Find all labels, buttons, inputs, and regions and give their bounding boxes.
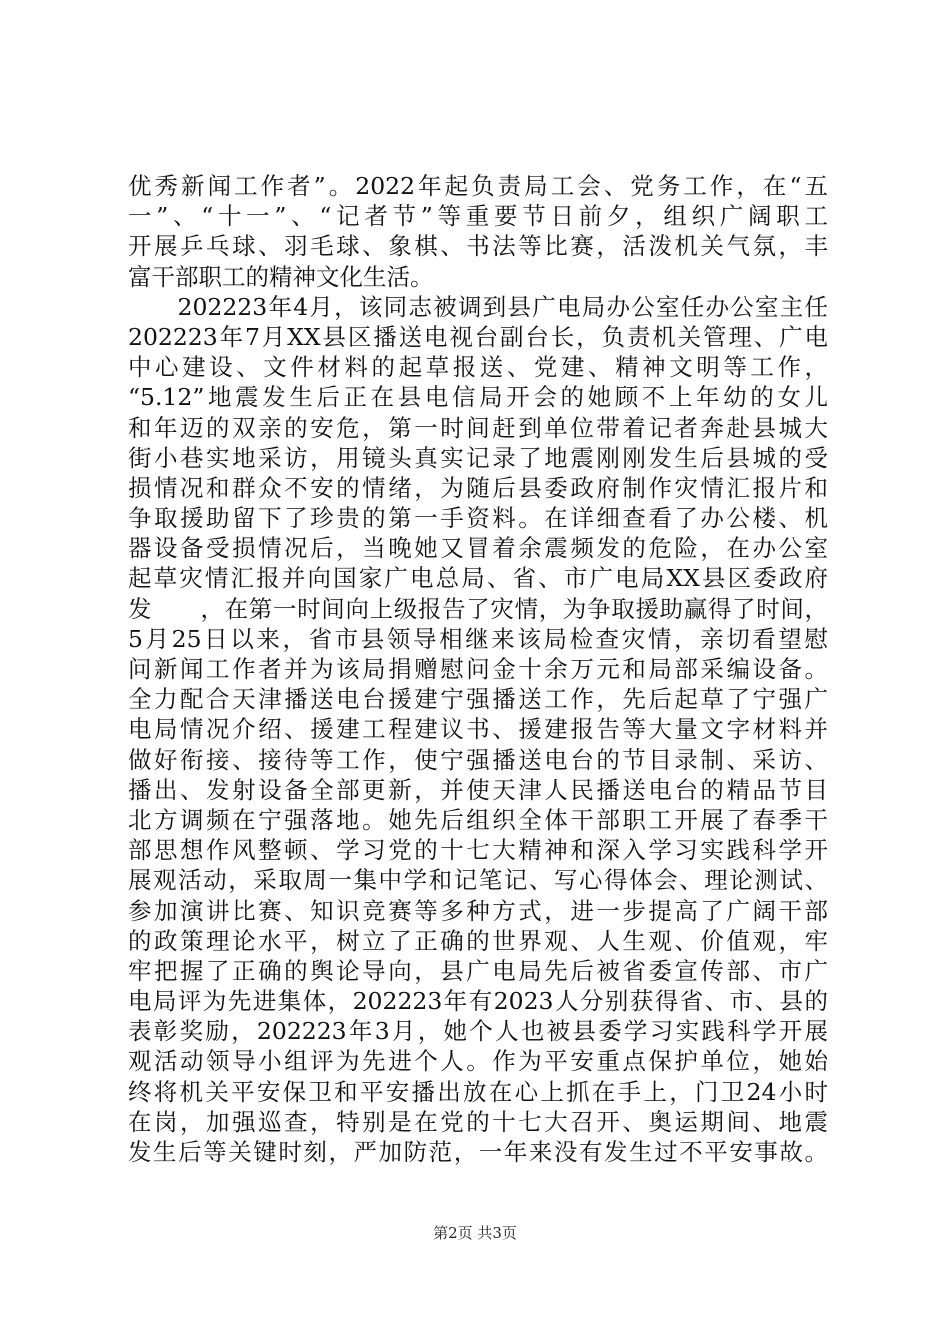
text-line: “5.12”地震发生后正在县电信局开会的她顾不上年幼的女儿 <box>128 383 828 412</box>
text-line: 在岗，加强巡查，特别是在党的十七大召开、奥运期间、地震 <box>128 1107 828 1136</box>
page-footer <box>0 1222 950 1243</box>
text-line: 起草灾情汇报并向国家广电总局、省、市广电局XX县区委政府 <box>128 564 828 593</box>
text-line: 5月25日以来，省市县领导相继来该局检查灾情，亲切看望慰 <box>128 624 828 653</box>
text-line: 表彰奖励，202223年3月，她个人也被县委学习实践科学开展 <box>128 1017 828 1046</box>
text-line: 电局情况介绍、援建工程建议书、援建报告等大量文字材料并 <box>128 715 828 744</box>
text-line: 开展乒乓球、羽毛球、象棋、书法等比赛，活泼机关气氛，丰 <box>128 232 828 261</box>
text-line: 202223年7月XX县区播送电视台副台长，负责机关管理、广电 <box>128 322 828 351</box>
text-line: 牢把握了正确的舆论导向，县广电局先后被省委宣传部、市广 <box>128 956 828 985</box>
text-line: 部思想作风整顿、学习党的十七大精神和深入学习实践科学开 <box>128 836 828 865</box>
text-line: 的政策理论水平，树立了正确的世界观、人生观、价值观，牢 <box>128 926 828 955</box>
text-line: 电局评为先进集体，202223年有2023人分别获得省、市、县的 <box>128 987 828 1016</box>
text-line: 北方调频在宁强落地。她先后组织全体干部职工开展了春季干 <box>128 805 828 834</box>
text-line: 展观活动，采取周一集中学和记笔记、写心得体会、理论测试、 <box>128 866 828 895</box>
text-line: 202223年4月，该同志被调到县广电局办公室任办公室主任 <box>128 292 828 321</box>
text-line: 一”、“十一”、“记者节”等重要节日前夕，组织广阔职工 <box>128 202 828 231</box>
text-line: 和年迈的双亲的安危，第一时间赶到单位带着记者奔赴县城大 <box>128 413 828 442</box>
text-line: 优秀新闻工作者”。2022年起负责局工会、党务工作，在“五 <box>128 172 828 200</box>
text-line: 做好衔接、接待等工作，使宁强播送电台的节目录制、采访、 <box>128 745 828 774</box>
text-line: 问新闻工作者并为该局捐赠慰问金十余万元和局部采编设备。 <box>128 655 828 683</box>
text-line: 街小巷实地采访，用镜头真实记录了地震刚刚发生后县城的受 <box>128 443 828 472</box>
text-line: 终将机关平安保卫和平安播出放在心上抓在手上，门卫24小时 <box>128 1077 828 1106</box>
body-text <box>128 171 828 1167</box>
text-line: 发生后等关键时刻，严加防范，一年来没有发生过不平安事故。 <box>128 1138 828 1166</box>
text-line: 参加演讲比赛、知识竞赛等多种方式，进一步提高了广阔干部 <box>128 896 828 925</box>
text-line: 损情况和群众不安的情绪，为随后县委政府制作灾情汇报片和 <box>128 473 828 502</box>
text-line: 观活动领导小组评为先进个人。作为平安重点保护单位，她始 <box>128 1047 828 1076</box>
page-indicator: 第2页 共3页 <box>433 1224 517 1242</box>
text-line: 器设备受损情况后，当晚她又冒着余震频发的危险，在办公室 <box>128 534 828 563</box>
text-line: 全力配合天津播送电台援建宁强播送工作，先后起草了宁强广 <box>128 685 828 714</box>
text-line: 争取援助留下了珍贵的第一手资料。在详细查看了办公楼、机 <box>128 504 828 533</box>
text-line: 播出、发射设备全部更新，并使天津人民播送电台的精品节目 <box>128 775 828 804</box>
text-line: 发 ，在第一时间向上级报告了灾情，为争取援助赢得了时间， <box>128 594 828 623</box>
text-line: 中心建设、文件材料的起草报送、党建、精神文明等工作， <box>128 353 828 382</box>
text-line: 富干部职工的精神文化生活。 <box>128 262 434 291</box>
